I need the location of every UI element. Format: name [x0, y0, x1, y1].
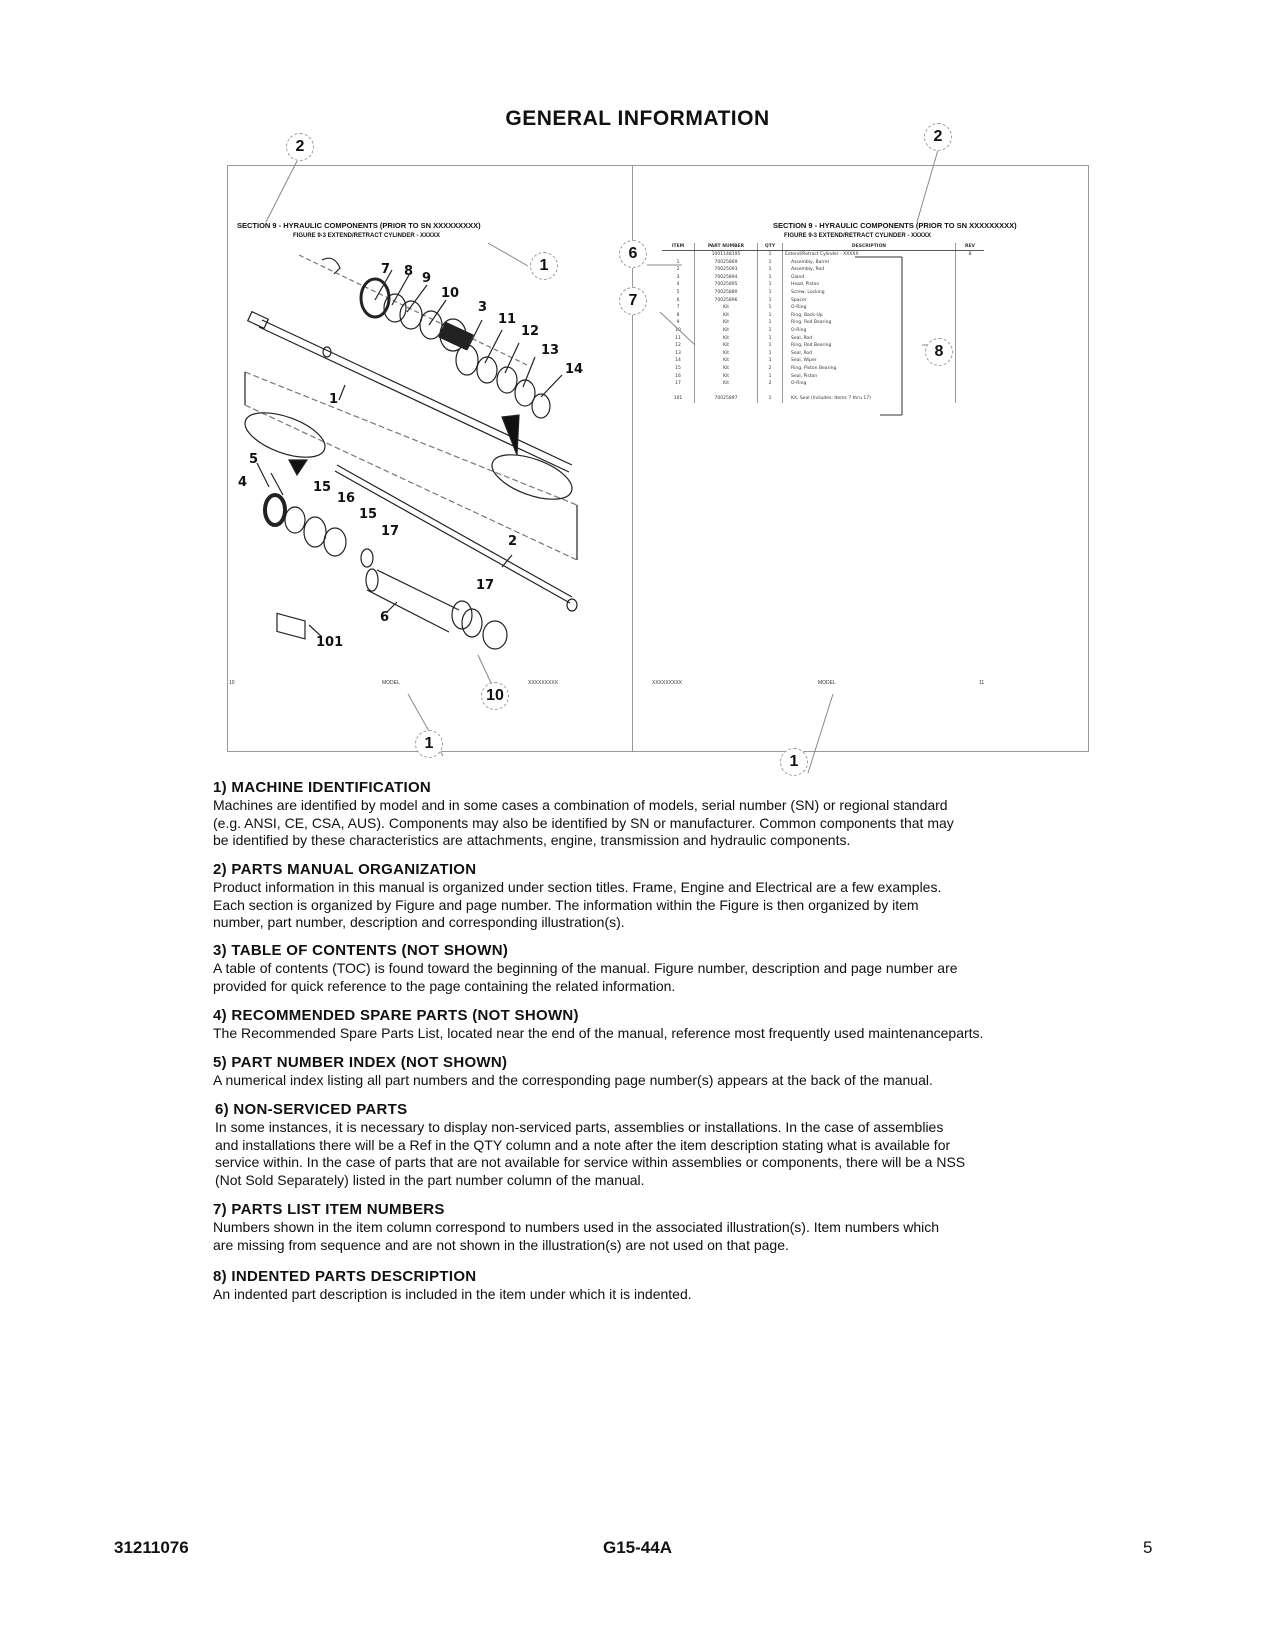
section-line: In some instances, it is necessary to display non-serviced parts, assemblies or installations. In the case of assemblies [215, 1119, 944, 1135]
cell-description: O-Ring [783, 327, 956, 335]
diagram-number: 11 [498, 312, 517, 327]
cell-part-number: 70025896 [695, 297, 758, 305]
cell-description: Ring, Piston Bearing [783, 365, 956, 373]
diagram-number: 8 [404, 264, 414, 279]
cell-item: 5 [662, 289, 695, 297]
section-heading: 7) PARTS LIST ITEM NUMBERS [213, 1201, 445, 1218]
diagram-number: 15 [359, 507, 378, 522]
cell-description: Assembly, Barrel [783, 259, 956, 267]
cell-qty: 1 [758, 327, 783, 335]
callout-circle: 1 [780, 748, 808, 776]
diagram-number: 5 [249, 452, 259, 467]
diagram-number: 14 [565, 362, 584, 377]
cell-part-number: 70025093 [695, 266, 758, 274]
section-heading: 4) RECOMMENDED SPARE PARTS (NOT SHOWN) [213, 1007, 579, 1024]
callout-circle: 7 [619, 287, 647, 315]
page-title: GENERAL INFORMATION [505, 107, 770, 130]
section-heading: 6) NON-SERVICED PARTS [215, 1101, 408, 1118]
cell-item: 3 [662, 274, 695, 282]
diagram-number: 10 [441, 286, 460, 301]
left-page-model: MODEL [382, 680, 400, 686]
cell-qty: 1 [758, 312, 783, 320]
cell-part-number: Kit [695, 319, 758, 327]
col-item: ITEM [662, 243, 695, 251]
cell-item: 7 [662, 304, 695, 312]
cell-item: 11 [662, 335, 695, 343]
section-line: A numerical index listing all part numbers and the corresponding page number(s) appears at the back of the manual. [213, 1072, 933, 1088]
cell-description: Ring, Rod Bearing [783, 319, 956, 327]
diagram-number: 17 [476, 578, 495, 593]
diagram-number: 3 [478, 300, 488, 315]
section-line: service within. In the case of parts that are not available for service within assemblies or components, there will be a NSS [215, 1154, 966, 1170]
callout-circle: 8 [925, 338, 953, 366]
section-heading: 3) TABLE OF CONTENTS (NOT SHOWN) [213, 942, 509, 959]
cell-description: Seal, Wiper [783, 357, 956, 365]
section-table-of-contents [213, 942, 1103, 995]
footer-model-code: G15-44A [603, 1538, 672, 1557]
cell-qty: 1 [758, 259, 783, 267]
cell-description: Ring, Back-Up [783, 312, 956, 320]
section-line: An indented part description is included in the item under which it is indented. [213, 1286, 692, 1302]
cell-description: Head, Piston [783, 281, 956, 289]
callout-circle: 2 [286, 133, 314, 161]
callout-circle: 1 [530, 252, 558, 280]
callout-circle: 2 [924, 123, 952, 151]
section-line: Product information in this manual is organized under section titles. Frame, Engine and Electrical are a few examples. [213, 879, 942, 895]
cell-item: 12 [662, 342, 695, 350]
section-line: are missing from sequence and are not shown in the illustration(s) are not used on that page. [213, 1236, 789, 1253]
section-line: The Recommended Spare Parts List, located near the end of the manual, reference most frequently used maintenanceparts. [213, 1025, 984, 1041]
cell-item: 101 [662, 395, 695, 403]
section-heading: 2) PARTS MANUAL ORGANIZATION [213, 861, 477, 878]
cell-qty: 1 [758, 342, 783, 350]
section-heading: 8) INDENTED PARTS DESCRIPTION [213, 1268, 477, 1285]
footer-page-number: 5 [1143, 1538, 1153, 1557]
cell-qty: 1 [758, 281, 783, 289]
cell-description: Gland [783, 274, 956, 282]
section-parts-manual-organization [213, 861, 1103, 932]
section-line: number, part number, description and corresponding illustration(s). [213, 914, 625, 930]
cell-item: 13 [662, 350, 695, 358]
section-parts-list-item-numbers [213, 1201, 1103, 1254]
cell-qty: 1 [758, 266, 783, 274]
right-section-title: SECTION 9 - HYRAULIC COMPONENTS (PRIOR TO SN XXXXXXXXX) [773, 221, 1017, 230]
section-machine-identification [213, 779, 1103, 850]
cell-part-number: 70025894 [695, 274, 758, 282]
cell-part-number: Kit [695, 342, 758, 350]
cell-part-number: Kit [695, 335, 758, 343]
cell-part-number: Kit [695, 312, 758, 320]
cell-qty: 1 [758, 319, 783, 327]
col-part-number: PART NUMBER [695, 243, 758, 251]
cell-qty: 1 [758, 350, 783, 358]
cell-qty: 1 [758, 274, 783, 282]
cell-rev: B [968, 252, 972, 257]
cell-qty: 1 [758, 297, 783, 305]
cell-item: 1 [662, 259, 695, 267]
right-page-model: MODEL [818, 680, 836, 686]
section-line: be identified by these characteristics are attachments, engine, transmission and hydraulic components. [213, 832, 851, 848]
diagram-number: 101 [316, 635, 344, 650]
footer-document-number: 31211076 [114, 1538, 189, 1557]
left-figure-title: FIGURE 9-3 EXTEND/RETRACT CYLINDER - XXXXX [293, 233, 441, 239]
cell-part-number: 70025869 [695, 259, 758, 267]
right-figure-title: FIGURE 9-3 EXTEND/RETRACT CYLINDER - XXXXX [784, 233, 932, 239]
cell-qty: 2 [758, 380, 783, 388]
cell-part-number: Kit [695, 304, 758, 312]
section-heading: 5) PART NUMBER INDEX (NOT SHOWN) [213, 1054, 508, 1071]
right-page-number: 11 [979, 680, 985, 686]
diagram-number: 17 [381, 524, 400, 539]
left-page-code: XXXXXXXXX [528, 680, 559, 686]
diagram-number: 2 [508, 534, 518, 549]
callout-leaders [0, 0, 1275, 800]
section-line: Machines are identified by model and in some cases a combination of models, serial number (SN) or regional standard [213, 797, 948, 813]
cell-qty: 1 [758, 335, 783, 343]
section-part-number-index [213, 1054, 1103, 1090]
callout-circle: 6 [619, 240, 647, 268]
section-line: (e.g. ANSI, CE, CSA, AUS). Components may also be identified by SN or manufacturer. Common components that may [213, 814, 954, 831]
cell-qty: 1 [758, 357, 783, 365]
cell-description: Ring, Rod Bearing [783, 342, 956, 350]
cell-part-number: 70025895 [695, 281, 758, 289]
cell-description: Spacer [783, 297, 956, 305]
cell-description: O-Ring [783, 380, 956, 388]
cell-qty: 1 [758, 251, 783, 259]
diagram-number: 7 [381, 262, 391, 277]
diagram-number: 15 [313, 480, 332, 495]
cell-item: 6 [662, 297, 695, 305]
cell-qty: 1 [758, 373, 783, 381]
section-line: (Not Sold Separately) listed in the part number column of the manual. [215, 1171, 645, 1188]
cell-description: Seal, Rod [783, 350, 956, 358]
cell-item: 14 [662, 357, 695, 365]
cell-qty: 1 [758, 395, 783, 403]
diagram-number: 13 [541, 343, 560, 358]
cell-item: 10 [662, 327, 695, 335]
callout-circle: 10 [481, 682, 509, 710]
cell-item: 17 [662, 380, 695, 388]
diagram-number: 9 [422, 271, 432, 286]
section-heading: 1) MACHINE IDENTIFICATION [213, 779, 432, 796]
cell-part-number: Kit [695, 350, 758, 358]
cell-item: 16 [662, 373, 695, 381]
cell-item: 9 [662, 319, 695, 327]
section-line: Each section is organized by Figure and page number. The information within the Figure is then organized by item [213, 896, 919, 913]
cell-part-number: 70025897 [695, 395, 758, 403]
cell-description: Assembly, Rod [783, 266, 956, 274]
cell-part-number: Kit [695, 373, 758, 381]
cell-item: 8 [662, 312, 695, 320]
left-page-number: 10 [229, 680, 235, 686]
cell-description: Screw, Locking [783, 289, 956, 297]
cell-part-number: Kit [695, 357, 758, 365]
diagram-number: 4 [238, 475, 248, 490]
left-section-title: SECTION 9 - HYRAULIC COMPONENTS (PRIOR TO SN XXXXXXXXX) [237, 221, 481, 230]
cell-item: 4 [662, 281, 695, 289]
cell-description: O-Ring [783, 304, 956, 312]
diagram-number: 6 [380, 610, 390, 625]
section-line: Numbers shown in the item column correspond to numbers used in the associated illustration(s). Item numbers which [213, 1219, 939, 1235]
cell-qty: 2 [758, 365, 783, 373]
section-line: A table of contents (TOC) is found toward the beginning of the manual. Figure number, description and page number are [213, 960, 958, 976]
section-line: and installations there will be a Ref in the QTY column and a note after the item description stating what is available for [215, 1136, 951, 1153]
cell-part-number: 1001148195 [695, 251, 758, 259]
section-non-serviced-parts [215, 1101, 1105, 1189]
cell-part-number: 70025880 [695, 289, 758, 297]
section-recommended-spare-parts [213, 1007, 1103, 1043]
cell-part-number: Kit [695, 380, 758, 388]
cell-qty: 1 [758, 289, 783, 297]
section-indented-parts-description [213, 1268, 1103, 1304]
col-description: DESCRIPTION [783, 243, 956, 251]
diagram-number: 16 [337, 491, 356, 506]
cell-part-number: Kit [695, 365, 758, 373]
col-qty: QTY [758, 243, 783, 251]
cell-description: Seal, Rod [783, 335, 956, 343]
right-page-code: XXXXXXXXX [652, 680, 683, 686]
section-line: provided for quick reference to the page containing the related information. [213, 977, 676, 994]
col-rev: REV [956, 243, 985, 251]
callout-circle: 1 [415, 730, 443, 758]
diagram-number: 1 [329, 392, 339, 407]
cell-qty: 1 [758, 304, 783, 312]
cell-description: Extend/Retract Cylinder - XXXXX [783, 251, 956, 259]
cell-part-number: Kit [695, 327, 758, 335]
cell-description: Kit, Seal (Includes: Items 7 thru 17) [783, 395, 956, 403]
cell-item: 2 [662, 266, 695, 274]
diagram-number: 12 [521, 324, 540, 339]
cell-description: Seal, Piston [783, 373, 956, 381]
cell-item: 15 [662, 365, 695, 373]
